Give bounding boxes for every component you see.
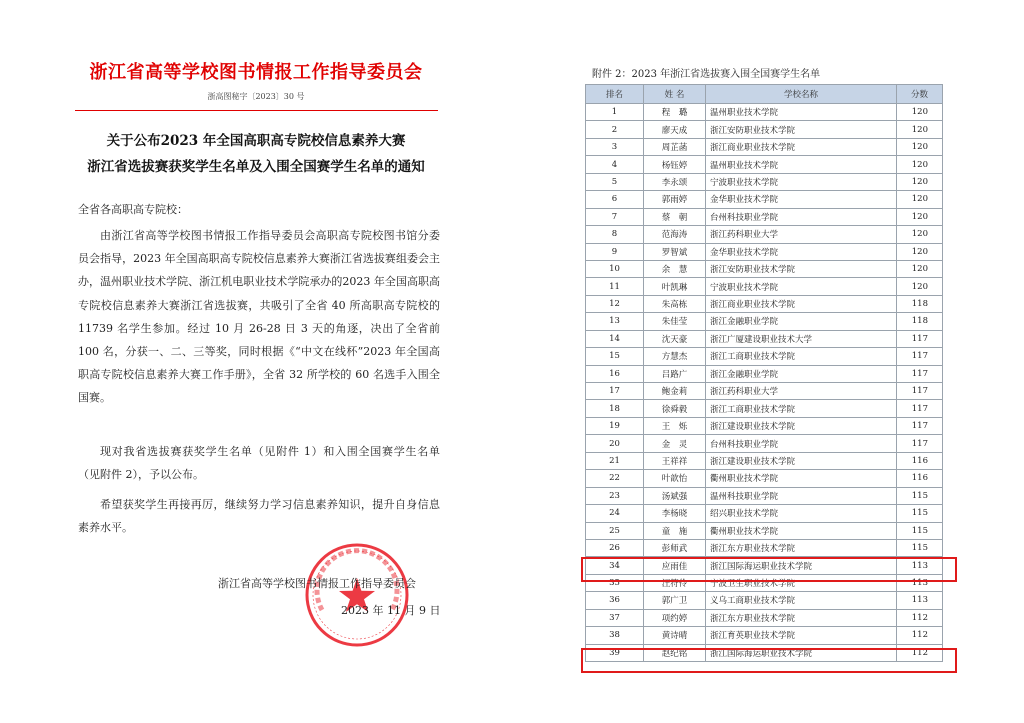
cell-school: 浙江安防职业技术学院 (706, 260, 897, 277)
cell-rank: 20 (586, 435, 644, 452)
cell-rank: 7 (586, 208, 644, 225)
cell-name: 罗智斌 (644, 243, 706, 260)
cell-name: 叶凯琳 (644, 278, 706, 295)
table-row (586, 452, 943, 469)
cell-school: 温州职业技术学院 (706, 104, 897, 121)
table-row (586, 592, 943, 609)
cell-rank: 23 (586, 487, 644, 504)
table-row (586, 260, 943, 277)
cell-rank: 1 (586, 104, 644, 121)
cell-school: 金华职业技术学院 (706, 243, 897, 260)
cell-score: 120 (897, 278, 943, 295)
attachment-title: 附件 2：2023 年浙江省选拔赛入围全国赛学生名单 (592, 69, 821, 80)
cell-score: 120 (897, 121, 943, 138)
cell-rank: 4 (586, 156, 644, 173)
cell-name: 叶歆怡 (644, 470, 706, 487)
table-row (586, 121, 943, 138)
paragraph-2: 现对我省选拔赛获奖学生名单（见附件 1）和入围全国赛学生名单（见附件 2），予以公布。 (78, 445, 440, 482)
table-row (586, 208, 943, 225)
cell-score: 112 (897, 627, 943, 644)
cell-name: 鲍金莉 (644, 383, 706, 400)
table-row (586, 365, 943, 382)
cell-school: 浙江国际海运职业技术学院 (706, 644, 897, 661)
cell-name: 朱高栋 (644, 295, 706, 312)
cell-rank: 10 (586, 260, 644, 277)
cell-rank: 35 (586, 574, 644, 591)
cell-rank: 38 (586, 627, 644, 644)
cell-rank: 18 (586, 400, 644, 417)
table-row (586, 173, 943, 190)
cell-school: 浙江商业职业技术学院 (706, 295, 897, 312)
cell-rank: 15 (586, 348, 644, 365)
cell-rank: 5 (586, 173, 644, 190)
cell-score: 120 (897, 173, 943, 190)
table-header-row (586, 85, 943, 104)
cell-rank: 12 (586, 295, 644, 312)
cell-name: 范海涛 (644, 226, 706, 243)
cell-school: 浙江建设职业技术学院 (706, 452, 897, 469)
cell-rank: 21 (586, 452, 644, 469)
cell-school: 浙江东方职业技术学院 (706, 609, 897, 626)
table-row (586, 295, 943, 312)
table-row (586, 505, 943, 522)
table-row (586, 557, 943, 574)
cell-school: 宁波卫生职业技术学院 (706, 574, 897, 591)
cell-name: 余 慧 (644, 260, 706, 277)
cell-school: 浙江药科职业大学 (706, 226, 897, 243)
table-row (586, 156, 943, 173)
cell-school: 浙江东方职业技术学院 (706, 539, 897, 556)
greeting: 全省各高职高专院校： (78, 203, 188, 216)
cell-rank: 39 (586, 644, 644, 661)
cell-school: 温州科技职业学院 (706, 487, 897, 504)
cell-name: 郭广卫 (644, 592, 706, 609)
cell-score: 116 (897, 452, 943, 469)
official-seal-stamp (302, 540, 412, 650)
cell-score: 120 (897, 260, 943, 277)
paragraph-1: 由浙江省高等学校图书情报工作指导委员会高职高专院校图书馆分委员会指导，2023 年全国高职高专院校信息素养大赛浙江省选拔赛组委会主办，温州职业技术学院、浙江机电职业技术学院承办的2023 年全国高职高专院校信息素养大赛浙江省选拔赛，共吸引了全省 40 所高职高专院校的 11739 名学生参加。经过 10 月 26-28 日 3 天的角逐，决出了全省前 100 名，分获一、二、三等奖，同时根据《“中文在线杯”2023 年全国高职高专院校信息素养大赛工作手册》，全省 32 所学校的 60 名选手入围全国赛。 (78, 229, 440, 405)
cell-name: 王 烁 (644, 417, 706, 434)
table-row (586, 435, 943, 452)
cell-rank: 3 (586, 138, 644, 155)
cell-school: 浙江广厦建设职业技术大学 (706, 330, 897, 347)
signature-organization: 浙江省高等学校图书情报工作指导委员会 (218, 577, 416, 590)
cell-rank: 2 (586, 121, 644, 138)
cell-name: 项约婷 (644, 609, 706, 626)
cell-school: 浙江金融职业学院 (706, 313, 897, 330)
cell-score: 115 (897, 505, 943, 522)
cell-school: 金华职业技术学院 (706, 191, 897, 208)
cell-rank: 14 (586, 330, 644, 347)
cell-score: 117 (897, 417, 943, 434)
cell-name: 朱佳莹 (644, 313, 706, 330)
header-rank: 排名 (586, 85, 644, 104)
cell-name: 程 璐 (644, 104, 706, 121)
cell-rank: 8 (586, 226, 644, 243)
cell-school: 浙江建设职业技术学院 (706, 417, 897, 434)
notice-title-line-2: 浙江省选拔赛获奖学生名单及入围全国赛学生名单的通知 (87, 159, 425, 175)
cell-name: 彭师武 (644, 539, 706, 556)
table-row (586, 627, 943, 644)
cell-score: 117 (897, 400, 943, 417)
table-row (586, 383, 943, 400)
cell-school: 义乌工商职业技术学院 (706, 592, 897, 609)
cell-score: 120 (897, 226, 943, 243)
cell-name: 赵纪铭 (644, 644, 706, 661)
table-row (586, 609, 943, 626)
table-row (586, 400, 943, 417)
table-row (586, 348, 943, 365)
cell-score: 120 (897, 104, 943, 121)
table-row (586, 330, 943, 347)
table-row (586, 226, 943, 243)
cell-name: 童 施 (644, 522, 706, 539)
cell-score: 113 (897, 557, 943, 574)
cell-school: 浙江商业职业技术学院 (706, 138, 897, 155)
issuer-title: 浙江省高等学校图书情报工作指导委员会 (89, 62, 423, 83)
cell-name: 王祥祥 (644, 452, 706, 469)
cell-name: 李杨晓 (644, 505, 706, 522)
cell-school: 衢州职业技术学院 (706, 522, 897, 539)
cell-school: 浙江金融职业学院 (706, 365, 897, 382)
cell-school: 台州科技职业学院 (706, 435, 897, 452)
cell-score: 117 (897, 383, 943, 400)
cell-score: 115 (897, 487, 943, 504)
table-row (586, 644, 943, 661)
cell-rank: 17 (586, 383, 644, 400)
cell-school: 浙江工商职业技术学院 (706, 400, 897, 417)
cell-name: 蔡 朝 (644, 208, 706, 225)
cell-score: 112 (897, 644, 943, 661)
cell-rank: 11 (586, 278, 644, 295)
cell-name: 汪符伶 (644, 574, 706, 591)
cell-name: 郭雨婷 (644, 191, 706, 208)
cell-rank: 16 (586, 365, 644, 382)
signature-date: 2023 年 11 月 9 日 (341, 604, 441, 617)
cell-score: 117 (897, 348, 943, 365)
cell-rank: 25 (586, 522, 644, 539)
red-divider (75, 110, 438, 111)
cell-rank: 37 (586, 609, 644, 626)
cell-name: 沈天豪 (644, 330, 706, 347)
cell-score: 113 (897, 574, 943, 591)
cell-rank: 24 (586, 505, 644, 522)
cell-school: 浙江国际海运职业技术学院 (706, 557, 897, 574)
cell-name: 杨钰婷 (644, 156, 706, 173)
cell-score: 113 (897, 592, 943, 609)
cell-score: 118 (897, 313, 943, 330)
cell-school: 绍兴职业技术学院 (706, 505, 897, 522)
cell-school: 温州职业技术学院 (706, 156, 897, 173)
table-row (586, 539, 943, 556)
cell-score: 120 (897, 191, 943, 208)
table-row (586, 417, 943, 434)
cell-school: 浙江安防职业技术学院 (706, 121, 897, 138)
cell-score: 120 (897, 208, 943, 225)
table-row (586, 191, 943, 208)
cell-school: 台州科技职业学院 (706, 208, 897, 225)
cell-score: 120 (897, 243, 943, 260)
cell-name: 金 灵 (644, 435, 706, 452)
cell-name: 周芷菡 (644, 138, 706, 155)
cell-school: 浙江药科职业大学 (706, 383, 897, 400)
cell-score: 117 (897, 330, 943, 347)
table-row (586, 313, 943, 330)
cell-score: 120 (897, 156, 943, 173)
cell-name: 徐舜毅 (644, 400, 706, 417)
document-number: 浙高图秘字〔2023〕30 号 (207, 92, 305, 101)
cell-school: 宁波职业技术学院 (706, 173, 897, 190)
cell-score: 112 (897, 609, 943, 626)
cell-name: 吕路广 (644, 365, 706, 382)
header-school: 学校名称 (706, 85, 897, 104)
table-row (586, 574, 943, 591)
cell-name: 方慧杰 (644, 348, 706, 365)
cell-rank: 13 (586, 313, 644, 330)
qualifier-table (585, 84, 943, 662)
paragraph-3: 希望获奖学生再接再厉，继续努力学习信息素养知识，提升自身信息素养水平。 (78, 498, 440, 535)
table-row (586, 278, 943, 295)
table-row (586, 470, 943, 487)
cell-score: 115 (897, 539, 943, 556)
cell-score: 117 (897, 365, 943, 382)
table-row (586, 522, 943, 539)
cell-rank: 9 (586, 243, 644, 260)
table-row (586, 104, 943, 121)
cell-name: 李永颂 (644, 173, 706, 190)
cell-rank: 6 (586, 191, 644, 208)
cell-name: 黄诗晴 (644, 627, 706, 644)
cell-rank: 26 (586, 539, 644, 556)
cell-score: 118 (897, 295, 943, 312)
header-score: 分数 (897, 85, 943, 104)
cell-school: 浙江育英职业技术学院 (706, 627, 897, 644)
cell-school: 浙江工商职业技术学院 (706, 348, 897, 365)
table-row (586, 487, 943, 504)
cell-name: 应雨佳 (644, 557, 706, 574)
cell-school: 衢州职业技术学院 (706, 470, 897, 487)
table-row (586, 138, 943, 155)
cell-school: 宁波职业技术学院 (706, 278, 897, 295)
notice-title (62, 128, 450, 180)
cell-score: 117 (897, 435, 943, 452)
cell-rank: 34 (586, 557, 644, 574)
notice-title-line-1: 关于公布2023 年全国高职高专院校信息素养大赛 (106, 133, 406, 149)
header-name: 姓 名 (644, 85, 706, 104)
cell-score: 115 (897, 522, 943, 539)
table-row (586, 243, 943, 260)
table-body (586, 104, 943, 662)
cell-rank: 19 (586, 417, 644, 434)
cell-score: 116 (897, 470, 943, 487)
cell-name: 汤斌强 (644, 487, 706, 504)
cell-score: 120 (897, 138, 943, 155)
cell-rank: 36 (586, 592, 644, 609)
cell-rank: 22 (586, 470, 644, 487)
cell-name: 廖天成 (644, 121, 706, 138)
